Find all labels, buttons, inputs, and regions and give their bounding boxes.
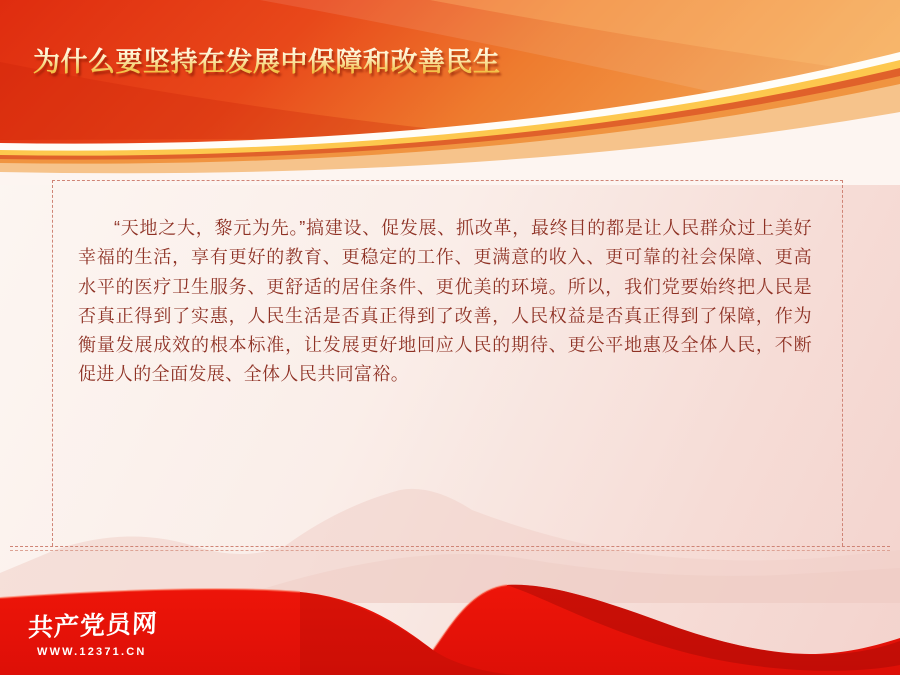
logo-url: WWW.12371.CN [37,646,147,658]
header-banner [0,0,900,185]
bottom-dashed-line [10,546,890,551]
slide-title: 为什么要坚持在发展中保障和改善民生 [33,40,501,79]
content-box [52,180,843,546]
logo-calligraphy: 共产党员网 [27,608,159,643]
body-paragraph: “天地之大，黎元为先。”搞建设、促发展、抓改革，最终目的都是让人民群众过上美好幸福的生活，享有更好的教育、更稳定的工作、更满意的收入、更可靠的社会保障、更高水平的医疗卫生服务、更舒适的居住条件、更优美的环境。所以，我们党要始终把人民是否真正得到了实惠，人民生活是否真正得到了改善，人民权益是否真正得到了保障，作为衡量发展成效的根本标准，让发展更好地回应人民的期待、更公平地惠及全体人民，不断促进人的全面发展、全体人民共同富裕。 [78,218,812,385]
site-logo [28,606,158,658]
